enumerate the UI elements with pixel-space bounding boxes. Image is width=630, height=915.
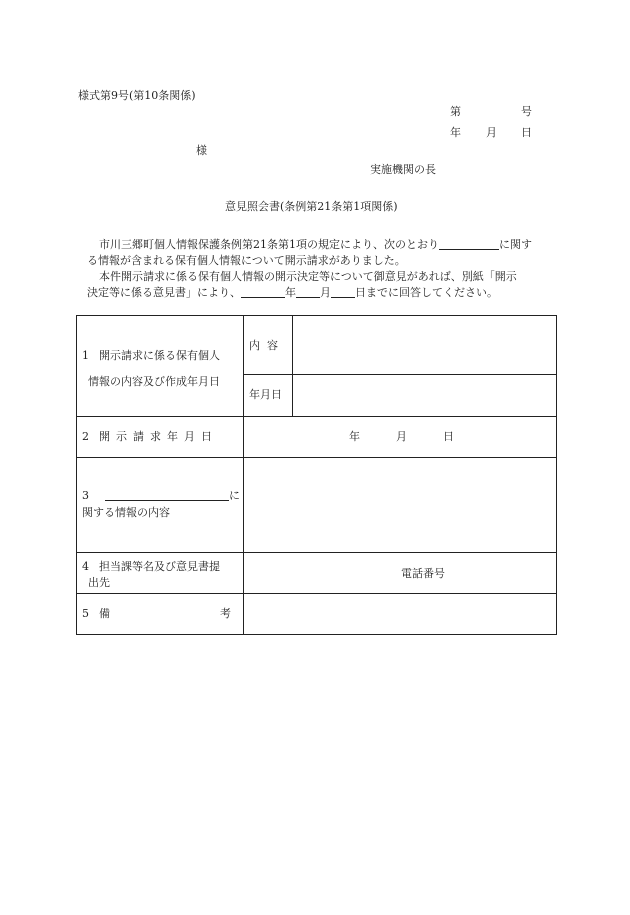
row3-number: 3 [82, 489, 89, 502]
information-table [76, 315, 557, 635]
reference-number-prefix: 第 [450, 105, 461, 118]
sender: 実施機関の長 [370, 163, 436, 176]
row1-content-label: 内容 [249, 339, 285, 352]
row5-number: 5 [82, 607, 89, 620]
issue-date-day: 日 [521, 126, 532, 139]
row2-number: 2 [82, 430, 89, 443]
reply-year-label: 年 [285, 286, 296, 299]
row1-content-field[interactable] [293, 316, 557, 374]
paragraph-text: 本件開示請求に係る保有個人情報の開示決定等について御意見があれば、別紙「開示 [99, 270, 517, 283]
row3-content-field[interactable] [244, 458, 557, 552]
row1-label [82, 347, 220, 365]
row4-label-line2: 出先 [88, 576, 110, 589]
row3-blank-subject[interactable] [105, 488, 229, 501]
row5-label [82, 605, 110, 623]
paragraph-text: に関す [499, 238, 532, 251]
row3-label-suffix: に [229, 489, 240, 502]
row1-label-line1: 開示請求に係る保有個人 [99, 349, 220, 362]
issue-date-year: 年 [450, 126, 461, 139]
paragraph-request-notice [78, 237, 558, 269]
row4-phone-label: 電話番号 [401, 567, 445, 580]
row3-label-line2: 関する情報の内容 [82, 506, 170, 519]
reply-month-label: 月 [320, 286, 331, 299]
row2-label-text: 開示請求年月日 [99, 430, 218, 443]
form-number: 様式第9号(第10条関係) [78, 89, 196, 102]
row5-label-start: 備 [99, 607, 110, 620]
paragraph-reply-request [78, 269, 558, 301]
paragraph-text: 市川三郷町個人情報保護条例第21条第1項の規定により、次のとおり [99, 238, 439, 251]
row3-label [82, 487, 240, 505]
row2-label [82, 428, 218, 446]
table-row-divider [77, 552, 556, 553]
row5-remarks-field[interactable] [244, 594, 557, 635]
addressee-honorific: 様 [196, 144, 207, 157]
paragraph-text: 日までに回答してください。 [355, 286, 498, 299]
row1-date-field[interactable] [293, 375, 557, 416]
row4-label-line1: 担当課等名及び意見書提 [99, 560, 220, 573]
blank-field-reply-year[interactable] [241, 285, 285, 298]
paragraph-text: る情報が含まれる保有個人情報について開示請求がありました。 [87, 254, 406, 267]
row1-date-label: 年月日 [249, 388, 282, 401]
table-row-divider [77, 416, 556, 417]
row2-date-day: 日 [443, 430, 454, 443]
document-title: 意見照会書(条例第21条第1項関係) [225, 200, 398, 213]
row2-date-month: 月 [396, 430, 407, 443]
row2-date-year: 年 [349, 430, 360, 443]
row5-label-end: 考 [220, 607, 231, 620]
blank-field-reply-month[interactable] [296, 285, 320, 298]
row1-number: 1 [82, 349, 89, 362]
blank-field-subject[interactable] [439, 237, 499, 250]
issue-date-month: 月 [486, 126, 497, 139]
row4-number: 4 [82, 560, 89, 573]
paragraph-text: 決定等に係る意見書」により、 [87, 286, 241, 299]
blank-field-reply-day[interactable] [331, 285, 355, 298]
row1-label-line2: 情報の内容及び作成年月日 [88, 375, 220, 388]
reference-number-suffix: 号 [521, 105, 532, 118]
